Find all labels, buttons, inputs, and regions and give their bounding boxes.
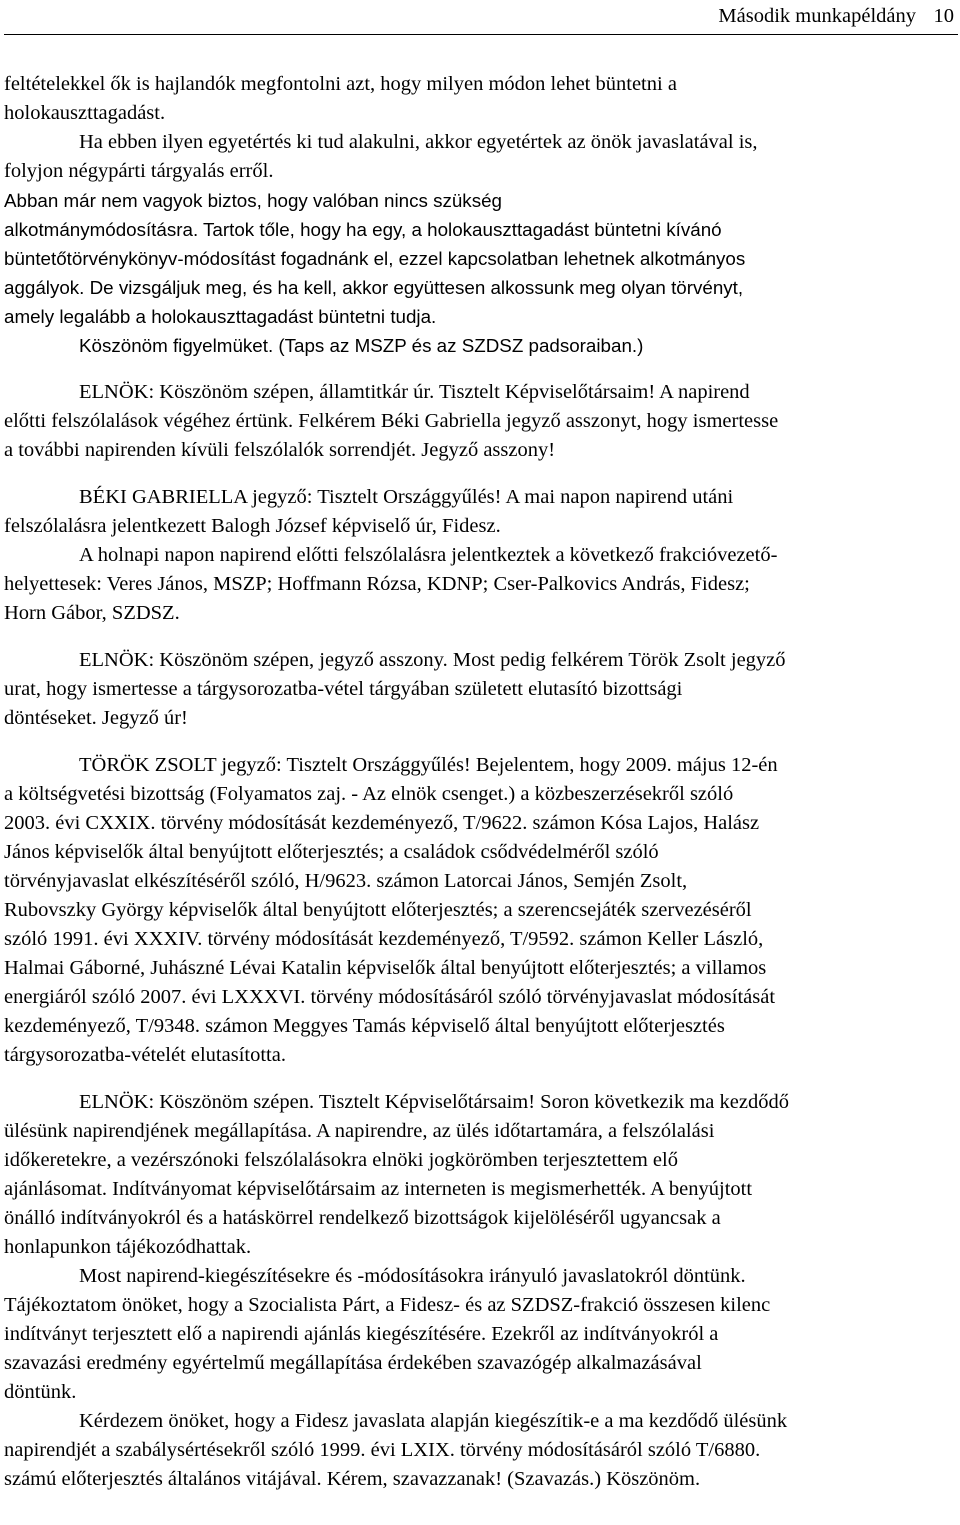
- paragraph: Most napirend-kiegészítésekre és -módosításokra irányuló javaslatokról döntünk. Tájékoztatom önöket, hogy a Szocialista Párt, a Fidesz- és az SZDSZ-frakció összesen kilenc indítványt terjesztett elő a napirendi ajánlás kiegészítésére. Ezekről az indítványokról a szavazási eredmény egyértelmű megállapítása érdekében szavazógép alkalmazásával döntünk.: [4, 1265, 771, 1403]
- paragraph: Ha ebben ilyen egyetértés ki tud alakulni, akkor egyetértek az önök javaslatával is, folyjon négypárti tárgyalás erről.: [4, 131, 758, 182]
- paragraph: TÖRÖK ZSOLT jegyző: Tisztelt Országgyűlés! Bejelentem, hogy 2009. május 12-én a költségvetési bizottság (Folyamatos zaj. - Az elnök csenget.) a közbeszerzésekről szóló 2003. évi CXXIX. törvény módosítását kezdeményező, T/9622. számon Kósa Lajos, Halász János képviselők által benyújtott előterjesztés; a családok csődvédelméről szóló törvényjavaslat elkészítéséről szóló, H/9623. számon Latorcai János, Semjén Zsolt, Rubovszky György képviselők által benyújtott előterjesztés; a szerencsejáték szervezéséről szóló 1991. évi XXXIV. törvény módosítását kezdeményező, T/9592. számon Keller László, Halmai Gáborné, Juhászné Lévai Katalin képviselők által benyújtott előterjesztés; a villamos energiáról szóló 2007. évi LXXXVI. törvény módosításáról szóló törvényjavaslat módosítását kezdeményező, T/9348. számon Meggyes Tamás képviselő által benyújtott előterjesztés tárgysorozatba-vételét elutasította.: [4, 754, 778, 1066]
- page-number: 10: [933, 5, 954, 27]
- document-title: Második munkapéldány: [718, 5, 916, 27]
- paragraph: ELNÖK: Köszönöm szépen. Tisztelt Képviselőtársaim! Soron következik ma kezdődő ülésünk napirendjének megállapítása. A napirendre, az ülés időtartamára, a felszólalási időkeretekre, a vezérszónoki felszólalásokra elnöki jogkörömben terjesztettem elő ajánlásomat. Indítványomat képviselőtársaim az interneten is megismerhették. A benyújtott önálló indítványokról és a hatáskörrel rendelkező bizottságok kijelöléséről ugyancsak a honlapunkon tájékozódhattak.: [4, 1091, 789, 1258]
- paragraph: ELNÖK: Köszönöm szépen, államtitkár úr. Tisztelt Képviselőtársaim! A napirend előtti felszólalások végéhez értünk. Felkérem Béki Gabriella jegyző asszonyt, hogy ismertesse a további napirenden kívüli felszólalók sorrendjét. Jegyző asszony!: [4, 381, 779, 461]
- paragraph: ELNÖK: Köszönöm szépen, jegyző asszony. Most pedig felkérem Török Zsolt jegyző urat, hogy ismertesse a tárgysorozatba-vétel tárgyában született elutasító bizottsági döntéseket. Jegyző úr!: [4, 649, 786, 729]
- document-body: [4, 70, 958, 1494]
- paragraph: feltételekkel ők is hajlandók megfontolni azt, hogy milyen módon lehet büntetni a holokauszttagadást.: [4, 73, 677, 124]
- paragraph: Abban már nem vagyok biztos, hogy valóban nincs szükség alkotmánymódosításra. Tartok tőle, hogy ha egy, a holokauszttagadást büntetni kívánó büntetőtörvénykönyv-módosítást fogadnánk el, ezzel kapcsolatban lehetnek alkotmányos aggályok. De vizsgáljuk meg, és ha kell, akkor együttesen alkossunk meg olyan törvényt, amely legalább a holokauszttagadást büntetni tudja.: [4, 190, 746, 327]
- paragraph: Köszönöm figyelmüket. (Taps az MSZP és az SZDSZ padsoraiban.): [79, 335, 644, 356]
- paragraph: Kérdezem önöket, hogy a Fidesz javaslata alapján kiegészítik-e a ma kezdődő ülésünk napirendjét a szabálysértésekről szóló 1999. évi LXIX. törvény módosításáról szóló T/6880. számú előterjesztés általános vitájával. Kérem, szavazzanak! (Szavazás.) Köszönöm.: [4, 1410, 788, 1490]
- page-header: [4, 2, 958, 35]
- paragraph: A holnapi napon napirend előtti felszólalásra jelentkeztek a következő frakcióvezető- helyettesek: Veres János, MSZP; Hoffmann Rózsa, KDNP; Cser-Palkovics András, Fidesz; Horn Gábor, SZDSZ.: [4, 544, 778, 624]
- paragraph: BÉKI GABRIELLA jegyző: Tisztelt Országgyűlés! A mai napon napirend utáni felszólalásra jelentkezett Balogh József képviselő úr, Fidesz.: [4, 486, 734, 537]
